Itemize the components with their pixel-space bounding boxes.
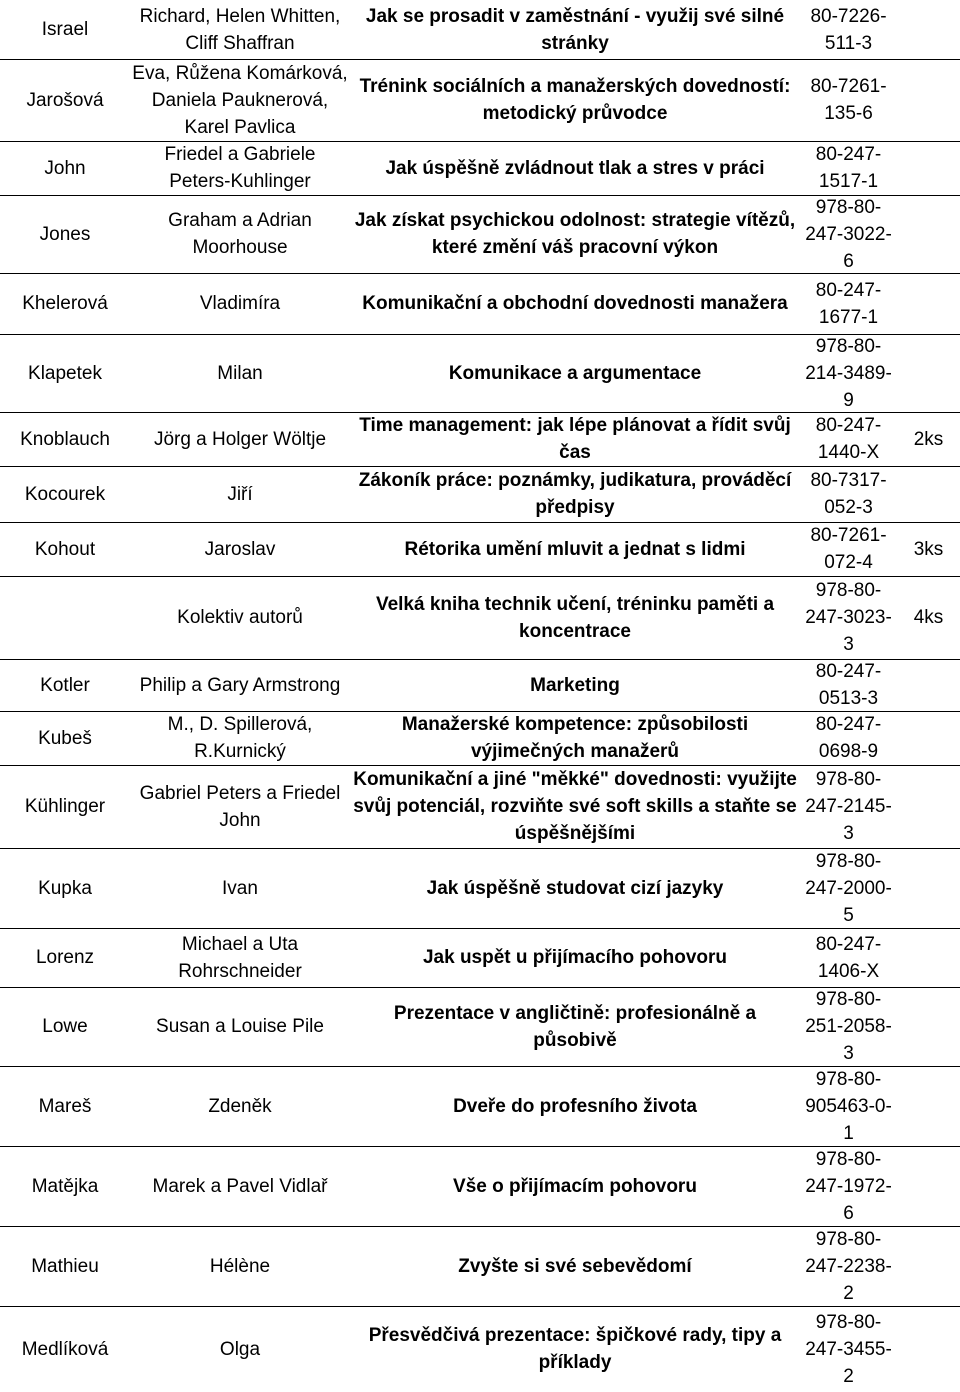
first-name-cell: Ivan (222, 877, 258, 899)
title-cell: Zákoník práce: poznámky, judikatura, prováděcí předpisy (358, 470, 792, 518)
first-name-cell: Jaroslav (204, 538, 276, 560)
isbn-cell: 978-80- 247-2238- 2 (805, 1228, 892, 1304)
isbn-cell: 80-247- 0513-3 (815, 661, 882, 709)
first-name-cell: Olga (219, 1338, 261, 1360)
isbn-cell: 80-7226- 511-3 (810, 5, 887, 54)
quantity-cell (897, 1306, 960, 1392)
title-cell: Velká kniha technik učení, tréninku paměti a koncentrace (375, 593, 775, 642)
isbn-cell: 80-247- 1440-X (815, 415, 882, 463)
quantity-cell (897, 466, 960, 522)
first-name-cell: Eva, Růžena Komárková, Daniela Pauknerová, Karel Pavlica (132, 62, 348, 138)
surname-cell (0, 576, 130, 659)
first-name-cell: Gabriel Peters a Friedel John (139, 782, 341, 831)
surname-cell: Kupka (38, 877, 92, 899)
quantity-cell (897, 1146, 960, 1226)
isbn-cell: 978-80- 905463-0- 1 (805, 1068, 892, 1144)
quantity-cell (897, 273, 960, 334)
isbn-cell: 978-80- 247-3022- 6 (805, 196, 892, 272)
title-cell: Manažerské kompetence: způsobilosti výjimečných manažerů (401, 714, 749, 762)
first-name-cell: Vladimíra (199, 293, 281, 314)
title-cell: Jak úspěšně zvládnout tlak a stres v práci (385, 157, 765, 179)
title-cell: Prezentace v angličtině: profesionálně a působivě (393, 1002, 757, 1051)
isbn-cell: 978-80- 214-3489- 9 (805, 335, 892, 411)
quantity-cell (897, 928, 960, 987)
surname-cell: Kotler (40, 674, 90, 696)
isbn-cell: 978-80- 247-1972- 6 (805, 1148, 892, 1224)
title-cell: Jak získat psychickou odolnost: strategie vítězů, které změní váš pracovní výkon (354, 210, 796, 258)
quantity-cell (897, 659, 960, 711)
isbn-cell: 80-7261- 135-6 (810, 76, 887, 124)
surname-cell: Kubeš (38, 727, 92, 749)
first-name-cell: M., D. Spillerová, R.Kurnický (167, 714, 313, 762)
quantity-cell (897, 334, 960, 412)
isbn-cell: 978-80- 247-3455- 2 (805, 1311, 892, 1387)
title-cell: Komunikační a obchodní dovednosti manažera (362, 293, 788, 314)
title-cell: Přesvědčivá prezentace: špičkové rady, tipy a příklady (368, 1325, 782, 1373)
quantity-cell (897, 987, 960, 1066)
surname-cell: Kocourek (24, 483, 106, 505)
surname-cell: Medlíková (21, 1338, 109, 1360)
title-cell: Time management: jak lépe plánovat a řídit svůj čas (359, 415, 791, 463)
surname-cell: Lowe (42, 1016, 88, 1037)
title-cell: Jak úspěšně studovat cizí jazyky (426, 877, 724, 899)
isbn-cell: 80-7261- 072-4 (810, 525, 887, 573)
isbn-cell: 80-247- 0698-9 (815, 714, 882, 762)
title-cell: Trénink sociálních a manažerských dovedností: metodický průvodce (359, 76, 791, 124)
isbn-cell: 80-247- 1406-X (815, 933, 882, 982)
isbn-cell: 978-80- 251-2058- 3 (805, 989, 892, 1064)
isbn-cell: 80-247- 1517-1 (815, 144, 882, 192)
surname-cell: Klapetek (28, 362, 102, 384)
title-cell: Jak se prosadit v zaměstnání - využij své silné stránky (365, 5, 785, 54)
quantity-cell (897, 1066, 960, 1146)
surname-cell: Kühlinger (24, 796, 106, 817)
quantity-cell: 4ks (913, 607, 944, 628)
surname-cell: Lorenz (35, 947, 95, 968)
surname-cell: Khelerová (22, 293, 108, 314)
quantity-cell: 2ks (913, 428, 944, 450)
isbn-cell: 978-80- 247-3023- 3 (805, 580, 892, 655)
isbn-cell: 80-7317- 052-3 (810, 470, 887, 518)
first-name-cell: Jiří (227, 483, 253, 505)
title-cell: Komunikace a argumentace (448, 362, 702, 384)
first-name-cell: Richard, Helen Whitten, Cliff Shaffran (139, 5, 341, 54)
first-name-cell: Graham a Adrian Moorhouse (168, 210, 312, 258)
surname-cell: Mareš (38, 1095, 92, 1117)
quantity-cell (897, 59, 960, 141)
quantity-cell (897, 0, 960, 59)
quantity-cell (897, 1226, 960, 1306)
title-cell: Marketing (530, 674, 620, 696)
surname-cell: Knoblauch (20, 428, 110, 450)
surname-cell: Mathieu (31, 1255, 99, 1277)
isbn-cell: 80-247- 1677-1 (815, 279, 882, 328)
surname-cell: Israel (41, 19, 89, 40)
first-name-cell: Philip a Gary Armstrong (139, 674, 341, 696)
quantity-cell (897, 195, 960, 273)
first-name-cell: Susan a Louise Pile (156, 1016, 324, 1037)
title-cell: Komunikační a jiné "měkké" dovednosti: využijte svůj potenciál, rozviňte své soft skills a staňte se úspěšnějšími (353, 769, 797, 844)
first-name-cell: Milan (217, 362, 263, 384)
first-name-cell: Zdeněk (208, 1095, 272, 1117)
quantity-cell (897, 848, 960, 928)
surname-cell: Jones (39, 223, 91, 245)
title-cell: Dveře do profesního života (453, 1095, 697, 1117)
quantity-cell (897, 765, 960, 848)
isbn-cell: 978-80- 247-2000- 5 (805, 850, 892, 926)
first-name-cell: Michael a Uta Rohrschneider (178, 933, 302, 982)
surname-cell: Jarošová (26, 89, 104, 111)
surname-cell: Kohout (34, 538, 96, 560)
title-cell: Jak uspět u přijímacího pohovoru (422, 947, 728, 968)
title-cell: Rétorika umění mluvit a jednat s lidmi (404, 538, 746, 560)
quantity-cell (897, 711, 960, 765)
isbn-cell: 978-80- 247-2145- 3 (805, 769, 892, 844)
first-name-cell: Friedel a Gabriele Peters-Kuhlinger (164, 144, 316, 192)
first-name-cell: Kolektiv autorů (177, 607, 303, 628)
first-name-cell: Hélène (209, 1255, 271, 1277)
first-name-cell: Marek a Pavel Vidlař (152, 1175, 328, 1197)
title-cell: Zvyšte si své sebevědomí (458, 1255, 692, 1277)
quantity-cell (897, 141, 960, 195)
title-cell: Vše o přijímacím pohovoru (453, 1175, 697, 1197)
first-name-cell: Jörg a Holger Wöltje (153, 428, 327, 450)
surname-cell: John (44, 157, 86, 179)
surname-cell: Matějka (31, 1175, 99, 1197)
quantity-cell: 3ks (913, 538, 944, 560)
